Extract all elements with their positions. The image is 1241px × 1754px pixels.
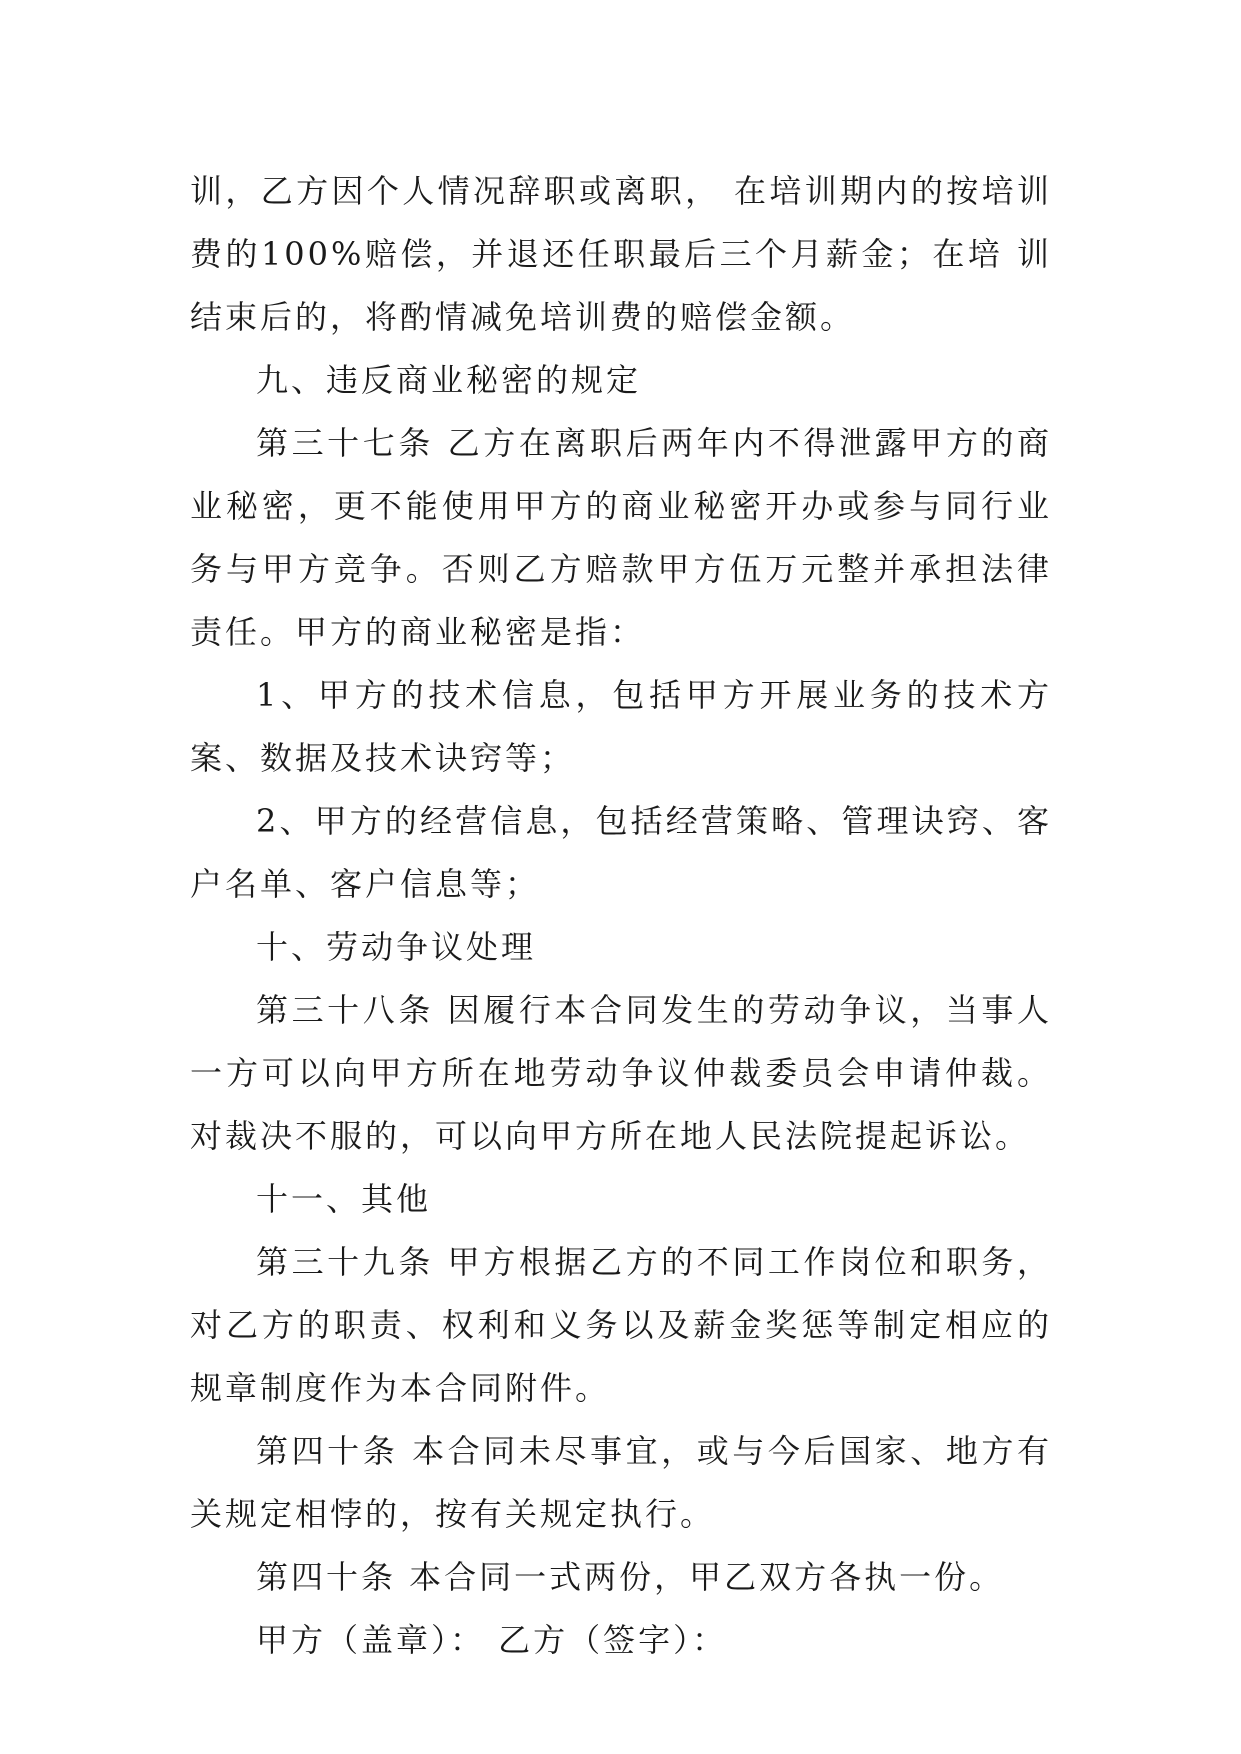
article-39: 第三十九条 甲方根据乙方的不同工作岗位和职务，对乙方的职责、权利和义务以及薪金奖惩等制定相应的规章制度作为本合同附件。 xyxy=(190,1243,1052,1407)
document-page xyxy=(190,160,1052,1672)
heading-other: 十一、其他 xyxy=(256,1180,432,1218)
heading-trade-secret: 九、违反商业秘密的规定 xyxy=(256,361,642,399)
article-37: 第三十七条 乙方在离职后两年内不得泄露甲方的商业秘密，更不能使用甲方的商业秘密开办或参与同行业务与甲方竞争。否则乙方赔款甲方伍万元整并承担法律责任。甲方的商业秘密是指： xyxy=(190,424,1052,651)
list-item-technical-info: 1、甲方的技术信息，包括甲方开展业务的技术方案、数据及技术诀窍等； xyxy=(190,676,1052,777)
signature-line: 甲方（盖章）： 乙方（签字）： xyxy=(256,1621,728,1659)
article-40-copies: 第四十条 本合同一式两份，甲乙双方各执一份。 xyxy=(256,1558,1005,1596)
paragraph-training-compensation: 训，乙方因个人情况辞职或离职， 在培训期内的按培训费的100%赔偿，并退还任职最后三个月薪金；在培 训结束后的，将酌情减免培训费的赔偿金额。 xyxy=(190,172,1052,336)
heading-labor-dispute: 十、劳动争议处理 xyxy=(256,928,537,966)
article-38: 第三十八条 因履行本合同发生的劳动争议，当事人一方可以向甲方所在地劳动争议仲裁委员会申请仲裁。对裁决不服的，可以向甲方所在地人民法院提起诉讼。 xyxy=(190,991,1052,1155)
article-40: 第四十条 本合同未尽事宜，或与今后国家、地方有关规定相悖的，按有关规定执行。 xyxy=(190,1432,1052,1533)
list-item-business-info: 2、甲方的经营信息，包括经营策略、管理诀窍、客户名单、客户信息等； xyxy=(190,802,1052,903)
